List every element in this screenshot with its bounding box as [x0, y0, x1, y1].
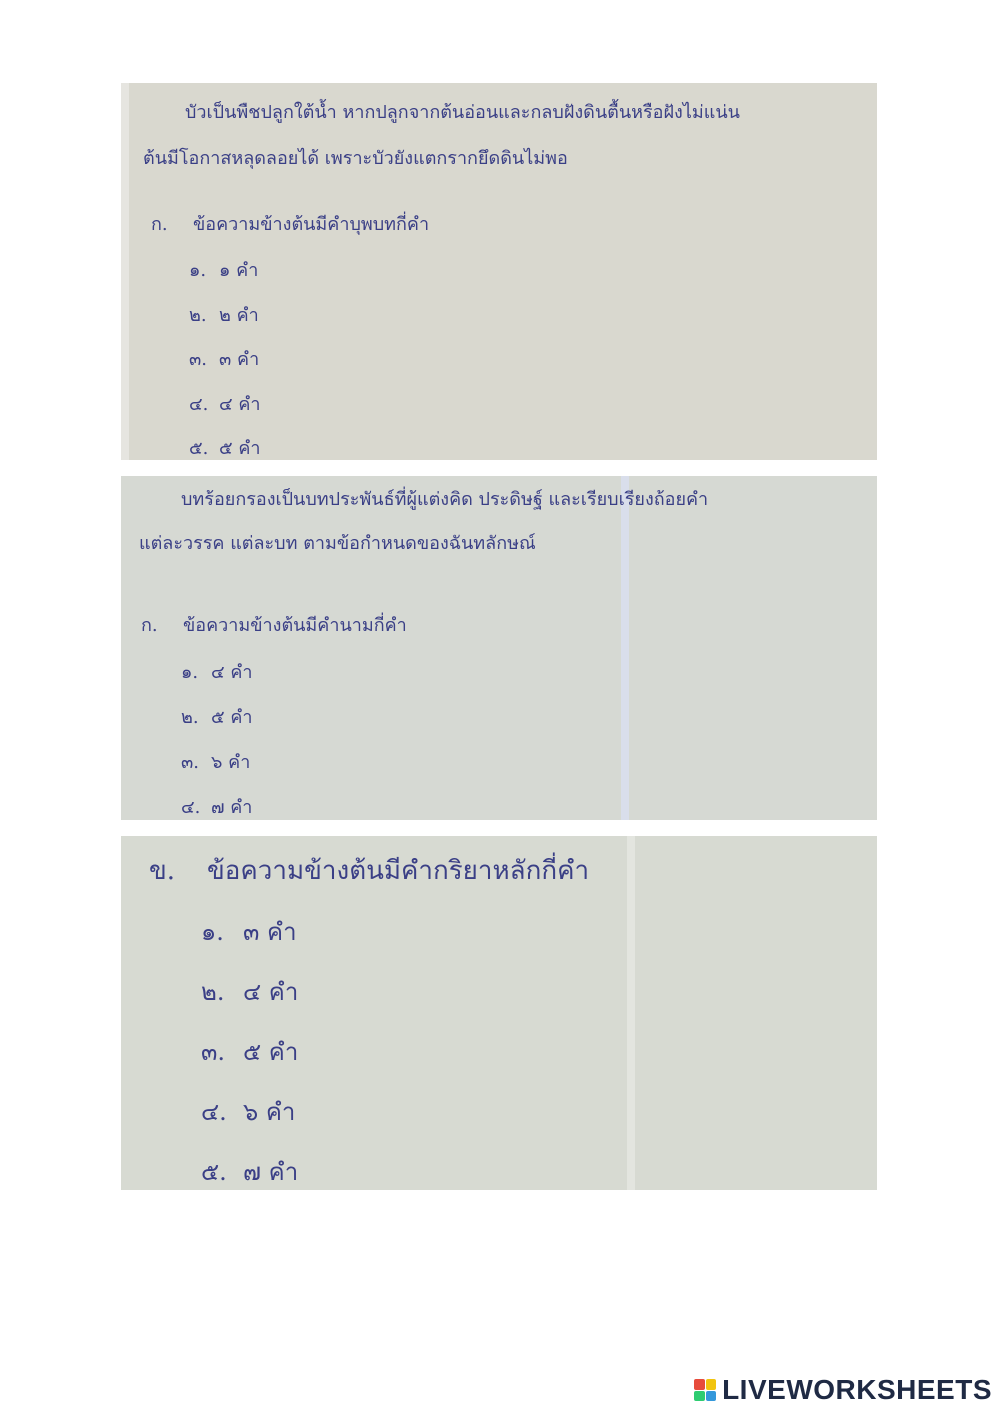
question-marker: ก. — [151, 214, 168, 235]
option-3[interactable]: ๓. ๓ คำ — [189, 349, 260, 370]
question-text: ข้อความข้างต้นมีคำกริยาหลักกี่คำ — [207, 856, 590, 886]
option-1[interactable]: ๑. ๔ คำ — [181, 662, 253, 683]
passage-line-2: แต่ละวรรค แต่ละบท ตามข้อกำหนดของฉันทลักษณ์ — [139, 533, 536, 554]
logo-square — [706, 1391, 717, 1402]
scanned-question-panel-1 — [121, 83, 877, 460]
option-4[interactable]: ๔. ๔ คำ — [189, 394, 261, 415]
option-3[interactable]: ๓. ๕ คำ — [201, 1038, 299, 1066]
scan-fold-line — [621, 476, 629, 820]
question-text: ข้อความข้างต้นมีคำบุพบทกี่คำ — [193, 214, 430, 235]
option-2[interactable]: ๒. ๔ คำ — [201, 978, 299, 1006]
question-3 — [149, 850, 589, 891]
paper-edge — [121, 83, 129, 460]
passage-line-1: บัวเป็นพืชปลูกใต้น้ำ หากปลูกจากต้นอ่อนและกลบฝังดินตื้นหรือฝังไม่แน่น — [185, 102, 740, 123]
scanned-question-panel-2 — [121, 476, 877, 820]
option-4[interactable]: ๔. ๖ คำ — [201, 1098, 296, 1126]
logo-square — [694, 1391, 705, 1402]
scan-fold-line — [627, 836, 635, 1190]
logo-square — [694, 1379, 705, 1390]
scanned-question-panel-3 — [121, 836, 877, 1190]
logo-square — [706, 1379, 717, 1390]
option-1[interactable]: ๑. ๓ คำ — [201, 918, 297, 946]
option-5[interactable]: ๕. ๗ คำ — [201, 1158, 299, 1186]
logo-mark-icon — [694, 1379, 716, 1401]
option-2[interactable]: ๒. ๕ คำ — [181, 707, 253, 728]
passage-line-2: ต้นมีโอกาสหลุดลอยได้ เพราะบัวยังแตกรากยึดดินไม่พอ — [143, 148, 568, 169]
question-marker: ข. — [149, 856, 176, 886]
question-marker: ก. — [141, 615, 158, 636]
option-3[interactable]: ๓. ๖ คำ — [181, 752, 251, 773]
liveworksheets-logo[interactable] — [694, 1375, 992, 1405]
passage-line-1: บทร้อยกรองเป็นบทประพันธ์ที่ผู้แต่งคิด ประดิษฐ์ และเรียบเรียงถ้อยคำ — [181, 489, 709, 510]
option-2[interactable]: ๒. ๒ คำ — [189, 305, 259, 326]
question-text: ข้อความข้างต้นมีคำนามกี่คำ — [183, 615, 407, 636]
question-2 — [141, 610, 407, 639]
logo-text: LIVEWORKSHEETS — [722, 1374, 992, 1405]
option-4[interactable]: ๔. ๗ คำ — [181, 797, 253, 818]
option-5[interactable]: ๕. ๕ คำ — [189, 438, 261, 459]
option-1[interactable]: ๑. ๑ คำ — [189, 260, 259, 281]
question-1 — [151, 209, 429, 238]
